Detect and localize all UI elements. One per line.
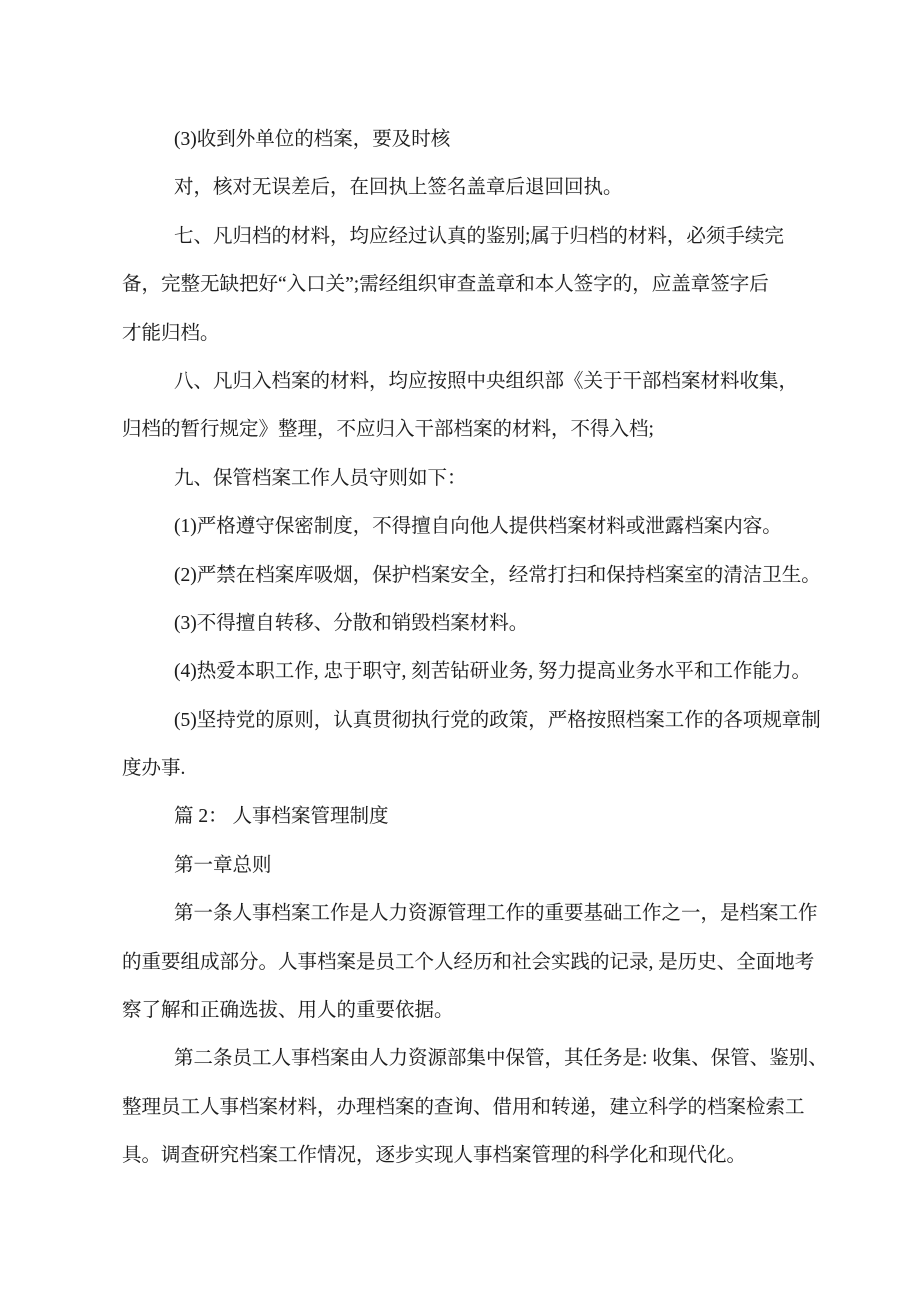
chapter-title: 第一章总则 [174,854,272,876]
text-line: 具。调查研究档案工作情况，逐步实现人事档案管理的科学化和现代化。 [122,1145,747,1167]
text-line: 归档的暂行规定》整理，不应归入干部档案的材料，不得入档; [122,419,654,441]
text-line: 八、凡归入档案的材料，均应按照中央组织部《关于干部档案材料收集， [174,370,799,392]
text-line: 察了解和正确选拔、用人的重要依据。 [122,1000,454,1022]
document-text-block [122,116,834,1181]
text-line: (5)坚持党的原则，认真贯彻执行党的政策，严格按照档案工作的各项规章制 [174,709,821,731]
section-title: 篇 2： 人事档案管理制度 [174,806,389,828]
text-line: 九、保管档案工作人员守则如下： [174,467,467,489]
text-line: (2)严禁在档案库吸烟，保护档案安全，经常打扫和保持档案室的清洁卫生。 [174,564,821,586]
text-line: 第一条人事档案工作是人力资源管理工作的重要基础工作之一，是档案工作 [174,903,818,925]
text-line: (3)不得擅自转移、分散和销毁档案材料。 [174,612,529,634]
text-line: 的重要组成部分。人事档案是员工个人经历和社会实践的记录, 是历史、全面地考 [122,951,815,973]
text-line: 才能归档。 [122,322,220,344]
text-line: 备，完整无缺把好“入口关”;需经组织审查盖章和本人签字的，应盖章签字后 [122,274,769,296]
text-line: (4)热爱本职工作, 忠于职守, 刻苦钻研业务, 努力提高业务水平和工作能力。 [174,661,811,683]
text-line: 度办事. [122,758,186,780]
text-line: 对，核对无误差后，在回执上签名盖章后退回回执。 [174,177,623,199]
text-line: 七、凡归档的材料，均应经过认真的鉴别;属于归档的材料，必须手续完 [174,225,784,247]
text-line: 第二条员工人事档案由人力资源部集中保管，其任务是: 收集、保管、鉴别、 [174,1048,828,1070]
text-line: (3)收到外单位的档案，要及时核 [174,129,451,150]
text-line: 整理员工人事档案材料，办理档案的查询、借用和转递，建立科学的档案检索工 [122,1096,805,1118]
text-line: (1)严格遵守保密制度，不得擅自向他人提供档案材料或泄露档案内容。 [174,516,782,538]
